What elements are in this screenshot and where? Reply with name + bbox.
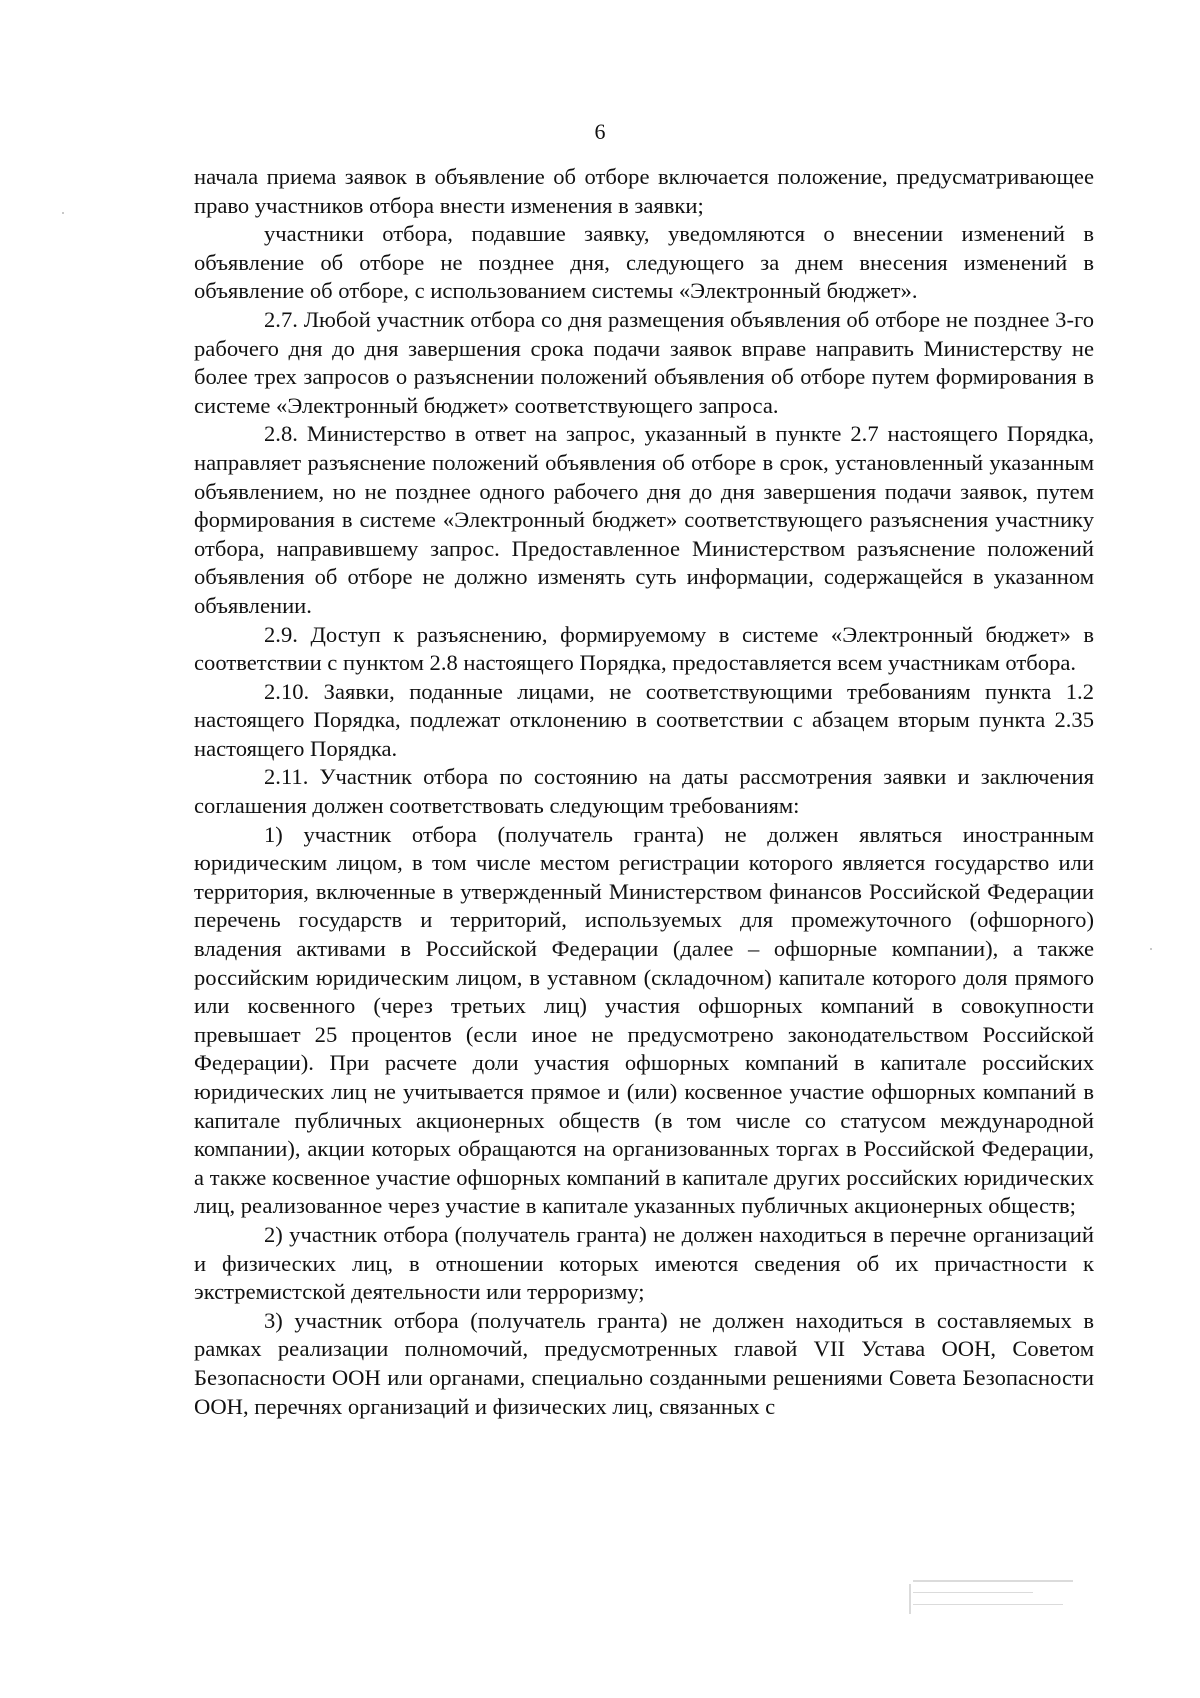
document-body: [194, 163, 1094, 1421]
paragraph: 2) участник отбора (получатель гранта) не должен находиться в перечне организаций и физических лиц, в отношении которых имеются сведения об их причастности к экстремистской деятельности или терроризму;: [194, 1221, 1094, 1305]
scan-speck: [62, 212, 64, 214]
paragraph: начала приема заявок в объявление об отборе включается положение, предусматривающее право участников отбора внести изменения в заявки;: [194, 164, 1094, 218]
paragraph: 2.11. Участник отбора по состоянию на даты рассмотрения заявки и заключения соглашения должен соответствовать следующим требованиям:: [194, 764, 1094, 819]
paragraph: 2.8. Министерство в ответ на запрос, указанный в пункте 2.7 настоящего Порядка, направляет разъяснение положений объявления об отборе в срок, установленный указанным объявлением, но не позднее одного рабочего дня до дня завершения подачи заявок, путем формирования в системе «Электронный бюджет» соответствующего разъяснения участнику отбора, направившему запрос. Предоставленное Министерством разъяснение положений объявления об отборе не должно изменять суть информации, содержащейся в указанном объявлении.: [194, 421, 1094, 618]
scan-speck: [1150, 948, 1152, 950]
paragraph: 3) участник отбора (получатель гранта) не должен находиться в составляемых в рамках реализации полномочий, предусмотренных главой VII Устава ООН, Советом Безопасности ООН или органами, специально созданными решениями Совета Безопасности ООН, перечнях организаций и физических лиц, связанных с: [194, 1307, 1094, 1419]
paragraph: 2.10. Заявки, поданные лицами, не соответствующими требованиям пункта 1.2 настоящего Порядка, подлежат отклонению в соответствии с абзацем вторым пункта 2.35 настоящего Порядка.: [194, 678, 1094, 761]
paragraph: участники отбора, подавшие заявку, уведомляются о внесении изменений в объявление об отборе не позднее дня, следующего за днем внесения изменений в объявление об отборе, с использованием системы «Электронный бюджет».: [194, 221, 1094, 304]
scan-artifact-stamp: [905, 1578, 1085, 1618]
paragraph: 1) участник отбора (получатель гранта) не должен являться иностранным юридическим лицом, в том числе местом регистрации которого является государство или территория, включенные в утвержденный Министерством финансов Российской Федерации перечень государств и территорий, используемых для промежуточного (офшорного) владения активами в Российской Федерации (далее – офшорные компании), а также российским юридическим лицом, в уставном (складочном) капитале которого доля прямого или косвенного (через третьих лиц) участия офшорных компаний в совокупности превышает 25 процентов (если иное не предусмотрено законодательством Российской Федерации). При расчете доли участия офшорных компаний в капитале российских юридических лиц не учитывается прямое и (или) косвенное участие офшорных компаний в капитале публичных акционерных обществ (в том числе со статусом международной компании), акции которых обращаются на организованных торгах в Российской Федерации, а также косвенное участие офшорных компаний в капитале других российских юридических лиц, реализованное через участие в капитале указанных публичных акционерных обществ;: [194, 821, 1094, 1219]
paragraph: 2.7. Любой участник отбора со дня размещения объявления об отборе не позднее 3-го рабочего дня до дня завершения срока подачи заявок вправе направить Министерству не более трех запросов о разъяснении положений объявления об отборе путем формирования в системе «Электронный бюджет» соответствующего запроса.: [194, 306, 1094, 418]
page-number: 6: [594, 119, 606, 144]
paragraph: 2.9. Доступ к разъяснению, формируемому в системе «Электронный бюджет» в соответствии с пунктом 2.8 настоящего Порядка, предоставляется всем участникам отбора.: [194, 621, 1094, 676]
